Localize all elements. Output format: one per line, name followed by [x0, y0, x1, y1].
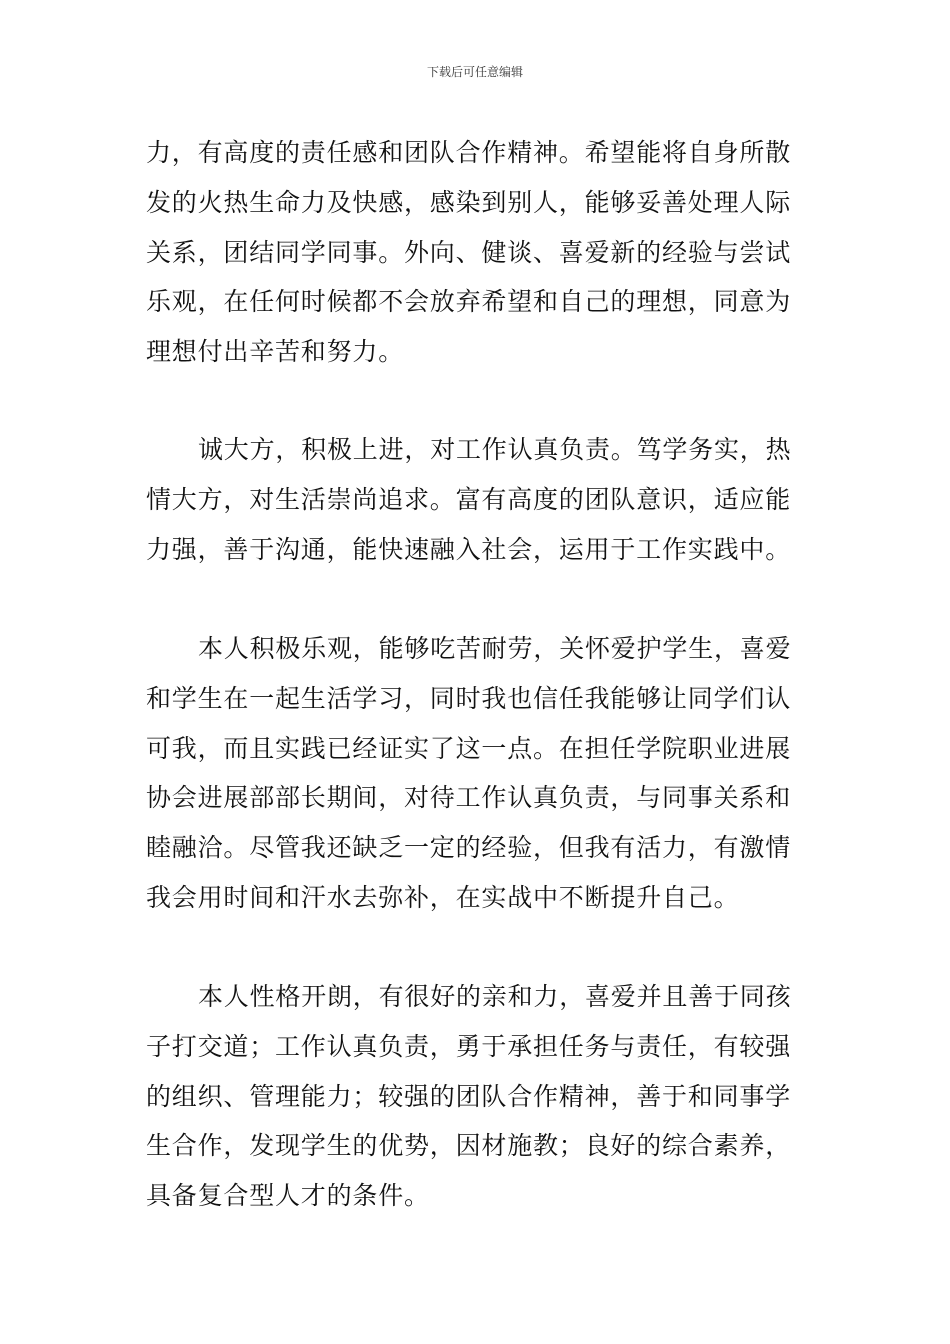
- text-line: 诚大方，积极上进，对工作认真负责。笃学务实，热: [198, 435, 792, 464]
- paragraph-3: [146, 624, 814, 923]
- page-header: 下载后可任意编辑: [426, 65, 523, 79]
- text-line: 具备复合型人才的条件。: [146, 1181, 430, 1211]
- paragraph-1: [146, 128, 814, 377]
- text-line: 关系，团结同学同事。外向、健谈、喜爱新的经验与尝试: [146, 237, 792, 267]
- paragraph-4: [146, 972, 814, 1221]
- text-line: 发的火热生命力及快感，感染到别人，能够妥善处理人际: [146, 187, 792, 217]
- text-line: 本人积极乐观，能够吃苦耐劳，关怀爱护学生，喜爱: [198, 634, 792, 663]
- text-line: 子打交道；工作认真负责，勇于承担任务与责任，有较强: [146, 1031, 792, 1061]
- text-line: 乐观，在任何时候都不会放弃希望和自己的理想，同意为: [146, 287, 792, 317]
- text-line: 睦融洽。尽管我还缺乏一定的经验，但我有活力，有激情: [146, 833, 792, 863]
- text-line: 生合作，发现学生的优势，因材施教；良好的综合素养，: [146, 1131, 792, 1161]
- text-line: 力，有高度的责任感和团队合作精神。希望能将自身所散: [146, 138, 792, 167]
- text-line: 和学生在一起生活学习，同时我也信任我能够让同学们认: [146, 683, 792, 713]
- text-line: 我会用时间和汗水去弥补，在实战中不断提升自己。: [146, 882, 740, 912]
- text-line: 情大方，对生活崇尚追求。富有高度的团队意识，适应能: [146, 484, 792, 514]
- text-line: 理想付出辛苦和努力。: [146, 337, 405, 367]
- text-line: 协会进展部部长期间，对待工作认真负责，与同事关系和: [146, 783, 792, 813]
- text-line: 可我，而且实践已经证实了这一点。在担任学院职业进展: [146, 733, 792, 763]
- text-line: 的组织、管理能力；较强的团队合作精神，善于和同事学: [146, 1081, 792, 1111]
- text-line: 力强，善于沟通，能快速融入社会，运用于工作实践中。: [146, 534, 792, 564]
- text-line: 本人性格开朗，有很好的亲和力，喜爱并且善于同孩: [198, 982, 792, 1011]
- paragraph-2: [146, 425, 814, 574]
